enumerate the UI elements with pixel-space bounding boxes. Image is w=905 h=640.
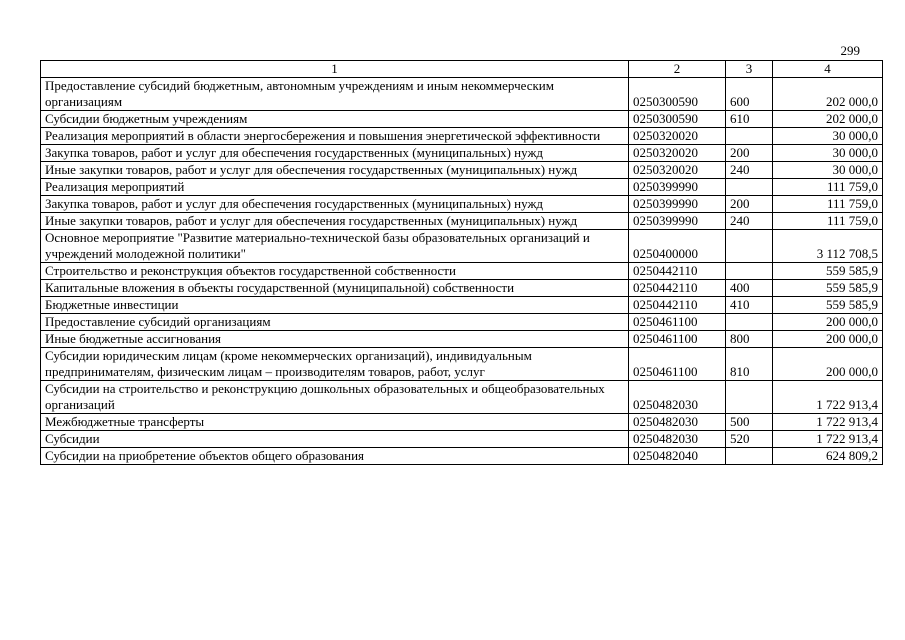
row-name-cell: Субсидии на приобретение объектов общего образования [41, 448, 629, 465]
row-type-cell: 240 [726, 213, 773, 230]
row-code-cell: 0250442110 [629, 263, 726, 280]
header-row [41, 61, 883, 78]
row-type-cell: 410 [726, 297, 773, 314]
row-name-cell: Иные закупки товаров, работ и услуг для обеспечения государственных (муниципальных) нужд [41, 162, 629, 179]
table-row [41, 414, 883, 431]
row-code-cell: 0250482030 [629, 414, 726, 431]
table-row [41, 263, 883, 280]
header-col-name: 1 [41, 61, 629, 78]
row-name-cell: Строительство и реконструкция объектов государственной собственности [41, 263, 629, 280]
row-sum-cell: 200 000,0 [773, 314, 883, 331]
row-sum-cell: 30 000,0 [773, 128, 883, 145]
row-sum-cell: 1 722 913,4 [773, 414, 883, 431]
row-type-cell: 240 [726, 162, 773, 179]
row-sum-cell: 624 809,2 [773, 448, 883, 465]
row-name-cell: Предоставление субсидий организациям [41, 314, 629, 331]
header-col-code: 2 [629, 61, 726, 78]
row-type-cell: 810 [726, 348, 773, 381]
row-code-cell: 0250320020 [629, 128, 726, 145]
row-sum-cell: 30 000,0 [773, 162, 883, 179]
row-type-cell: 500 [726, 414, 773, 431]
table-row [41, 431, 883, 448]
row-type-cell [726, 128, 773, 145]
row-code-cell: 0250399990 [629, 196, 726, 213]
row-name-cell: Реализация мероприятий в области энергосбережения и повышения энергетической эффективности [41, 128, 629, 145]
table-row [41, 78, 883, 111]
table-row [41, 348, 883, 381]
table-row [41, 196, 883, 213]
table-row [41, 331, 883, 348]
row-name-cell: Субсидии бюджетным учреждениям [41, 111, 629, 128]
table-row [41, 230, 883, 263]
table-row [41, 448, 883, 465]
row-name-cell: Иные бюджетные ассигнования [41, 331, 629, 348]
row-code-cell: 0250482030 [629, 431, 726, 448]
row-type-cell: 200 [726, 196, 773, 213]
row-code-cell: 0250399990 [629, 213, 726, 230]
row-sum-cell: 111 759,0 [773, 179, 883, 196]
row-name-cell: Субсидии [41, 431, 629, 448]
table-row [41, 213, 883, 230]
row-sum-cell: 1 722 913,4 [773, 431, 883, 448]
row-code-cell: 0250399990 [629, 179, 726, 196]
row-code-cell: 0250320020 [629, 145, 726, 162]
header-col-sum: 4 [773, 61, 883, 78]
row-name-cell: Закупка товаров, работ и услуг для обеспечения государственных (муниципальных) нужд [41, 145, 629, 162]
row-code-cell: 0250442110 [629, 297, 726, 314]
row-type-cell [726, 230, 773, 263]
row-name-cell: Бюджетные инвестиции [41, 297, 629, 314]
row-sum-cell: 30 000,0 [773, 145, 883, 162]
row-code-cell: 0250320020 [629, 162, 726, 179]
row-code-cell: 0250461100 [629, 348, 726, 381]
row-type-cell: 600 [726, 78, 773, 111]
row-name-cell: Основное мероприятие "Развитие материально-технической базы образовательных организаций и учреждений молодежной политики" [41, 230, 629, 263]
row-sum-cell: 3 112 708,5 [773, 230, 883, 263]
row-name-cell: Реализация мероприятий [41, 179, 629, 196]
row-type-cell [726, 263, 773, 280]
row-sum-cell: 559 585,9 [773, 280, 883, 297]
row-sum-cell: 111 759,0 [773, 213, 883, 230]
table-row [41, 280, 883, 297]
row-code-cell: 0250461100 [629, 314, 726, 331]
row-code-cell: 0250300590 [629, 78, 726, 111]
row-name-cell: Субсидии юридическим лицам (кроме некоммерческих организаций), индивидуальным предпринимателям, физическим лицам – производителям товаров, работ, услуг [41, 348, 629, 381]
header-col-type: 3 [726, 61, 773, 78]
row-code-cell: 0250482040 [629, 448, 726, 465]
page-number: 299 [840, 43, 860, 58]
row-sum-cell: 559 585,9 [773, 263, 883, 280]
row-type-cell: 200 [726, 145, 773, 162]
row-type-cell [726, 448, 773, 465]
row-sum-cell: 200 000,0 [773, 348, 883, 381]
row-code-cell: 0250461100 [629, 331, 726, 348]
table-row [41, 128, 883, 145]
table-row [41, 111, 883, 128]
row-type-cell: 520 [726, 431, 773, 448]
row-name-cell: Капитальные вложения в объекты государственной (муниципальной) собственности [41, 280, 629, 297]
row-name-cell: Субсидии на строительство и реконструкцию дошкольных образовательных и общеобразовательных организаций [41, 381, 629, 414]
table-body [41, 78, 883, 465]
row-type-cell [726, 314, 773, 331]
row-sum-cell: 111 759,0 [773, 196, 883, 213]
row-code-cell: 0250482030 [629, 381, 726, 414]
row-name-cell: Закупка товаров, работ и услуг для обеспечения государственных (муниципальных) нужд [41, 196, 629, 213]
table-row [41, 145, 883, 162]
row-type-cell: 610 [726, 111, 773, 128]
row-code-cell: 0250442110 [629, 280, 726, 297]
row-name-cell: Иные закупки товаров, работ и услуг для обеспечения государственных (муниципальных) нужд [41, 213, 629, 230]
table-row [41, 314, 883, 331]
row-type-cell [726, 179, 773, 196]
row-code-cell: 0250400000 [629, 230, 726, 263]
row-sum-cell: 200 000,0 [773, 331, 883, 348]
row-code-cell: 0250300590 [629, 111, 726, 128]
table-row [41, 179, 883, 196]
row-sum-cell: 1 722 913,4 [773, 381, 883, 414]
row-sum-cell: 559 585,9 [773, 297, 883, 314]
budget-table [40, 60, 883, 465]
row-type-cell: 400 [726, 280, 773, 297]
row-sum-cell: 202 000,0 [773, 78, 883, 111]
row-name-cell: Предоставление субсидий бюджетным, автономным учреждениям и иным некоммерческим организациям [41, 78, 629, 111]
row-type-cell [726, 381, 773, 414]
row-sum-cell: 202 000,0 [773, 111, 883, 128]
row-type-cell: 800 [726, 331, 773, 348]
table-row [41, 162, 883, 179]
table-row [41, 381, 883, 414]
row-name-cell: Межбюджетные трансферты [41, 414, 629, 431]
table-row [41, 297, 883, 314]
